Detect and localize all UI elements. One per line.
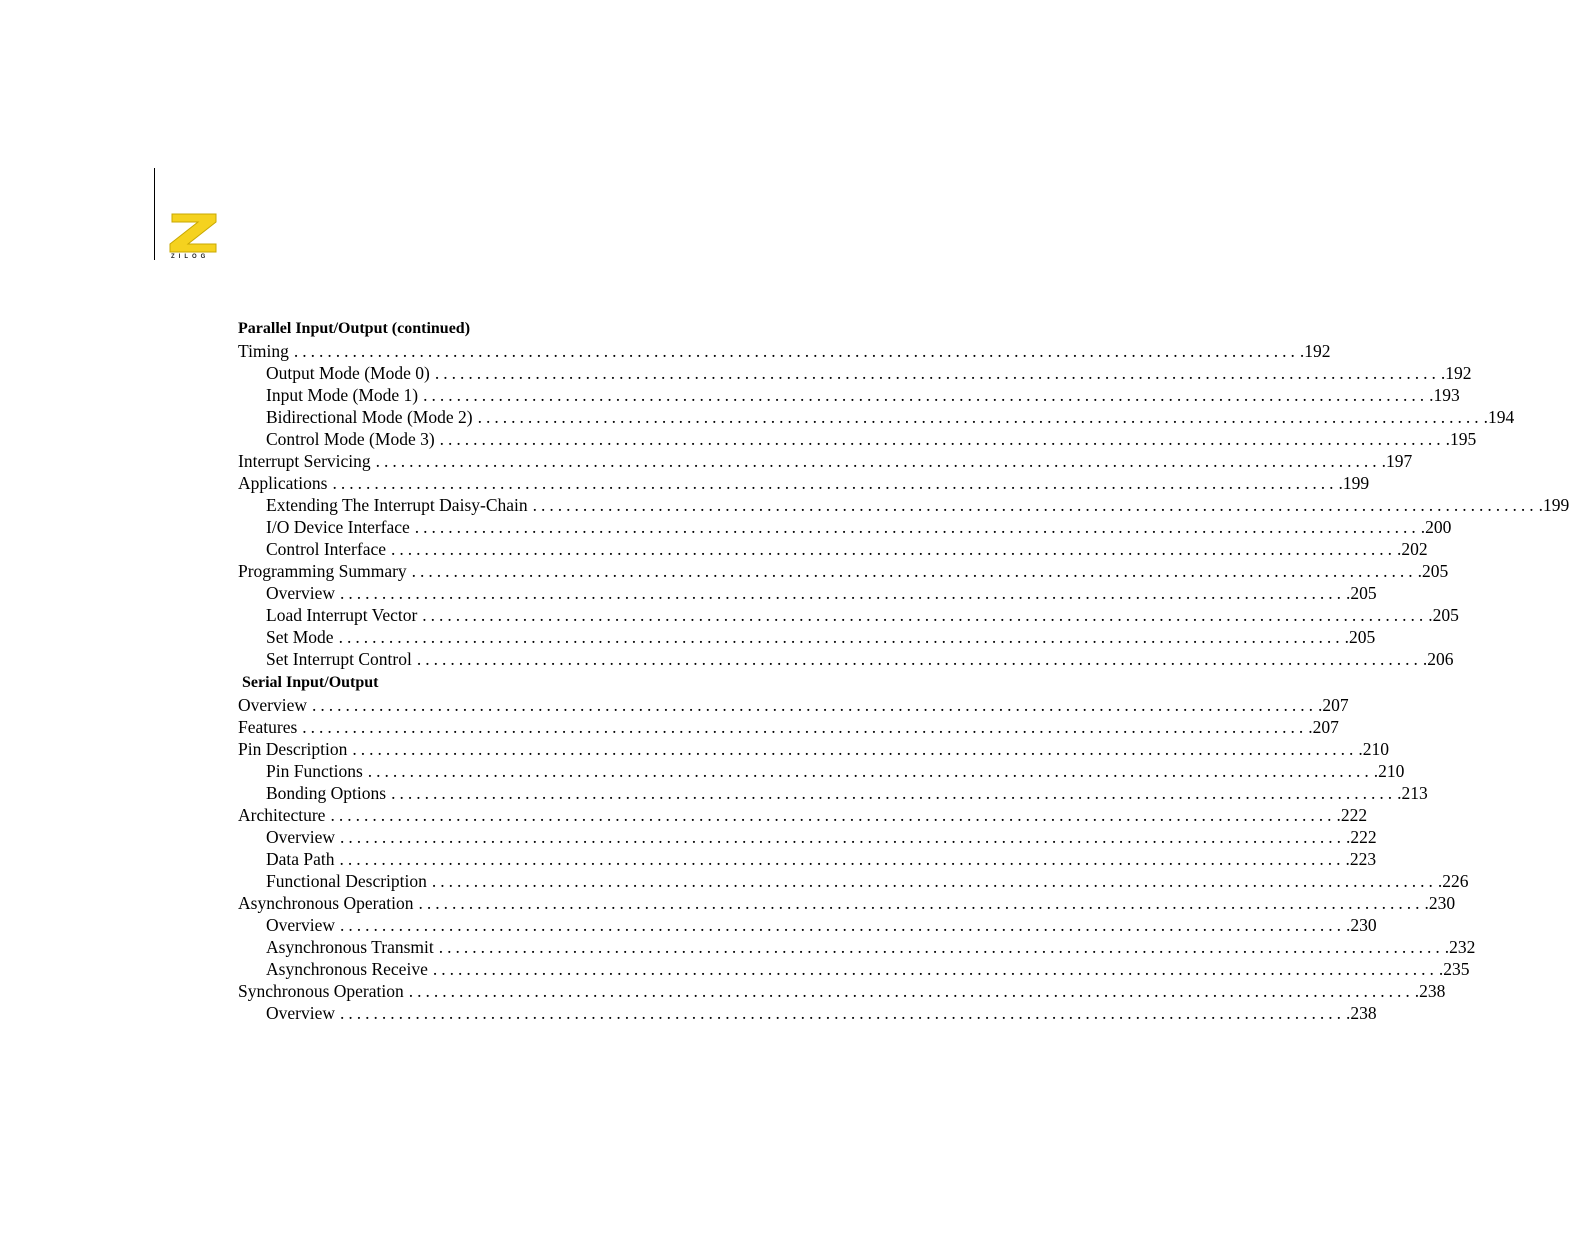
toc-entry-title: Timing	[238, 341, 289, 361]
toc-entry-title: Control Interface	[266, 539, 387, 559]
toc-dot-leader: ........................................................................................................................	[391, 783, 1397, 803]
toc-entry-page: .207	[1318, 695, 1349, 715]
toc-entry-title: Bonding Options	[266, 783, 387, 803]
toc-entry[interactable]	[238, 716, 1339, 738]
toc-entry-page: .192	[1299, 341, 1331, 361]
toc-entry-page: .205	[1428, 605, 1459, 625]
toc-entry-page: .222	[1346, 827, 1377, 847]
toc-dot-leader: ........................................................................................................................	[416, 649, 1422, 669]
toc-dot-leader: ........................................................................................................................	[367, 761, 1373, 781]
toc-entry[interactable]	[238, 560, 1449, 582]
toc-entry-title: Asynchronous Operation	[238, 893, 414, 913]
toc-entry[interactable]	[238, 760, 1405, 782]
toc-entry[interactable]	[238, 582, 1377, 604]
toc-entry-page: .232	[1444, 937, 1476, 957]
toc-dot-leader: ........................................................................................................................	[330, 805, 1336, 825]
toc-entry-title: Overview	[266, 1003, 336, 1023]
toc-entry[interactable]	[238, 450, 1413, 472]
toc-dot-leader: ........................................................................................................................	[423, 385, 1429, 405]
toc-dot-leader: ........................................................................................................................	[414, 517, 1420, 537]
toc-entry[interactable]	[238, 428, 1477, 450]
serial-entry-list	[238, 694, 1476, 1024]
toc-entry-title: Set Interrupt Control	[266, 649, 412, 669]
toc-dot-leader: ........................................................................................................................	[439, 429, 1445, 449]
margin-rule	[154, 168, 155, 260]
toc-dot-leader: ........................................................................................................................	[477, 407, 1483, 427]
toc-entry-title: Control Mode (Mode 3)	[266, 429, 435, 449]
toc-entry-title: Overview	[266, 915, 336, 935]
toc-entry[interactable]	[238, 604, 1459, 626]
toc-entry-page: .213	[1397, 783, 1428, 803]
toc-dot-leader: ........................................................................................................................	[339, 849, 1345, 869]
toc-entry[interactable]	[238, 958, 1470, 980]
toc-entry-title: Output Mode (Mode 0)	[266, 363, 430, 383]
toc-entry-page: .238	[1414, 981, 1446, 1001]
toc-entry[interactable]	[238, 826, 1377, 848]
toc-entry-title: Load Interrupt Vector	[266, 605, 418, 625]
toc-entry-title: Data Path	[266, 849, 335, 869]
toc-entry[interactable]	[238, 648, 1454, 670]
toc-entry-page: .238	[1346, 1003, 1377, 1023]
toc-entry-title: Interrupt Servicing	[238, 451, 371, 471]
toc-entry-title: Asynchronous Receive	[266, 959, 428, 979]
toc-dot-leader: ........................................................................................................................	[340, 915, 1346, 935]
toc-dot-leader: ........................................................................................................................	[434, 363, 1440, 383]
toc-entry-page: .205	[1344, 627, 1376, 647]
toc-entry-page: .194	[1483, 407, 1515, 427]
toc-entry[interactable]	[238, 936, 1476, 958]
toc-entry-page: .193	[1429, 385, 1460, 405]
toc-entry-page: .230	[1346, 915, 1377, 935]
toc-entry[interactable]	[238, 694, 1349, 716]
toc-dot-leader: ........................................................................................................................	[338, 627, 1344, 647]
toc-dot-leader: ........................................................................................................................	[408, 981, 1414, 1001]
toc-entry-page: .205	[1346, 583, 1377, 603]
toc-entry[interactable]	[238, 870, 1469, 892]
toc-entry-title: Applications	[238, 473, 328, 493]
toc-dot-leader: ........................................................................................................................	[422, 605, 1428, 625]
toc-entry-page: .222	[1336, 805, 1368, 825]
toc-entry[interactable]	[238, 1002, 1377, 1024]
toc-dot-leader: ........................................................................................................................	[431, 871, 1437, 891]
toc-entry-title: Pin Description	[238, 739, 348, 759]
toc-entry-page: .205	[1417, 561, 1449, 581]
toc-entry-title: Overview	[266, 827, 336, 847]
toc-entry-title: Set Mode	[266, 627, 334, 647]
toc-dot-leader: ........................................................................................................................	[340, 827, 1346, 847]
toc-entry-title: Bidirectional Mode (Mode 2)	[266, 407, 473, 427]
toc-dot-leader: ........................................................................................................................	[340, 583, 1346, 603]
toc-entry-title: Architecture	[238, 805, 326, 825]
toc-entry[interactable]	[238, 340, 1331, 362]
toc-entry[interactable]	[238, 892, 1456, 914]
zilog-logo	[168, 210, 220, 262]
toc-entry-title: I/O Device Interface	[266, 517, 410, 537]
toc-entry-title: Asynchronous Transmit	[266, 937, 434, 957]
toc-dot-leader: ........................................................................................................................	[432, 959, 1438, 979]
toc-entry-page: .223	[1345, 849, 1377, 869]
zilog-z-icon	[168, 210, 220, 254]
toc-dot-leader: ........................................................................................................................	[293, 341, 1299, 361]
toc-entry-title: Input Mode (Mode 1)	[266, 385, 419, 405]
parallel-entry-list	[238, 340, 1569, 670]
toc-entry-page: .199	[1538, 495, 1569, 515]
logo-wordmark: ZILOG	[171, 254, 210, 260]
toc-entry-page: .210	[1373, 761, 1405, 781]
section-heading-parallel: Parallel Input/Output (continued)	[238, 320, 471, 337]
toc-entry[interactable]	[238, 804, 1368, 826]
toc-entry-title: Programming Summary	[238, 561, 407, 581]
toc-dot-leader: ........................................................................................................................	[352, 739, 1358, 759]
toc-dot-leader: ........................................................................................................................	[332, 473, 1338, 493]
toc-entry[interactable]	[238, 914, 1377, 936]
toc-entry[interactable]	[238, 848, 1377, 870]
toc-entry-page: .235	[1438, 959, 1470, 979]
toc-entry[interactable]	[238, 516, 1452, 538]
toc-entry[interactable]	[238, 494, 1569, 516]
toc-entry[interactable]	[238, 406, 1515, 428]
toc-dot-leader: ........................................................................................................................	[312, 695, 1318, 715]
toc-entry-page: .195	[1445, 429, 1477, 449]
toc-entry-title: Pin Functions	[266, 761, 363, 781]
toc-dot-leader: ........................................................................................................................	[391, 539, 1397, 559]
toc-entry-page: .199	[1338, 473, 1370, 493]
toc-dot-leader: ........................................................................................................................	[302, 717, 1308, 737]
toc-entry-page: .226	[1437, 871, 1469, 891]
toc-entry[interactable]	[238, 980, 1446, 1002]
toc-entry-page: .210	[1358, 739, 1389, 759]
toc-entry-title: Overview	[238, 695, 308, 715]
toc-dot-leader: ........................................................................................................................	[340, 1003, 1346, 1023]
toc-entry[interactable]	[238, 538, 1428, 560]
toc-entry[interactable]	[238, 362, 1472, 384]
toc-dot-leader: ........................................................................................................................	[411, 561, 1417, 581]
toc-entry[interactable]	[238, 782, 1428, 804]
toc-entry-title: Extending The Interrupt Daisy-Chain	[266, 495, 528, 515]
toc-entry-title: Features	[238, 717, 298, 737]
toc-entry-page: .202	[1397, 539, 1428, 559]
toc-dot-leader: ........................................................................................................................	[438, 937, 1444, 957]
toc-entry[interactable]	[238, 626, 1376, 648]
toc-entry[interactable]	[238, 472, 1370, 494]
toc-entry[interactable]	[238, 738, 1389, 760]
table-of-contents	[238, 318, 1569, 1024]
toc-entry[interactable]	[238, 384, 1460, 406]
toc-entry-page: .200	[1420, 517, 1452, 537]
toc-dot-leader: ........................................................................................................................	[375, 451, 1381, 471]
toc-dot-leader: ........................................................................................................................	[532, 495, 1538, 515]
toc-entry-page: .206	[1422, 649, 1454, 669]
toc-entry-page: .192	[1440, 363, 1472, 383]
toc-entry-page: .207	[1308, 717, 1339, 737]
toc-entry-title: Synchronous Operation	[238, 981, 404, 1001]
toc-entry-title: Functional Description	[266, 871, 427, 891]
section-heading-serial: Serial Input/Output	[242, 674, 379, 691]
toc-dot-leader: ........................................................................................................................	[418, 893, 1424, 913]
toc-entry-title: Overview	[266, 583, 336, 603]
toc-entry-page: .230	[1424, 893, 1456, 913]
toc-entry-page: .197	[1381, 451, 1413, 471]
